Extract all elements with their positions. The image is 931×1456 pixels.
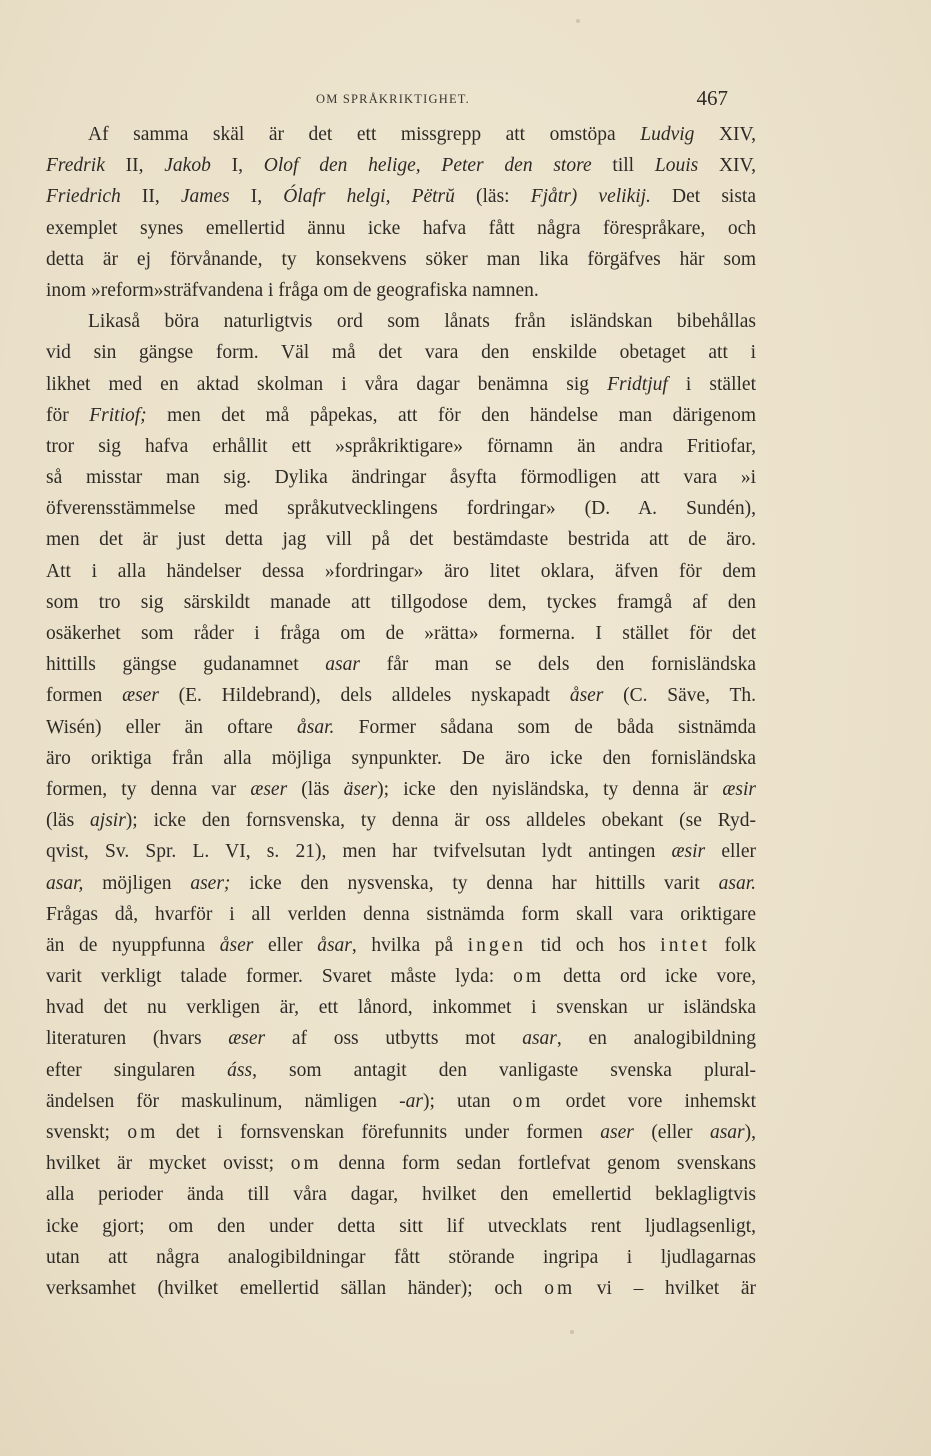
italic-text: æsir [671,841,706,863]
text-segment: detta är ej förvånande, ty konsekvens söker man lika förgäfves här som [46,248,756,270]
text-segment: ordet vore inhemskt [543,1090,757,1112]
text-segment: (eller [633,1122,710,1143]
italic-text: Olof den helige, Peter den store [263,155,592,177]
text-segment: eller [253,934,318,956]
text-segment: , som antagit den vanligaste svenska plural- [252,1059,757,1081]
text-segment: formen, ty denna var [46,778,251,800]
text-segment: eller [705,841,756,863]
text-segment: XIV, [698,155,756,177]
italic-text: Fjåtr) velikij. [530,186,651,208]
spaced-text: om [512,1090,544,1112]
italic-text: James [180,186,230,208]
text-line [46,1242,756,1273]
text-line [46,181,756,212]
spaced-text: om [513,966,545,988]
spaced-text: om [290,1153,322,1175]
text-segment: Af samma skäl är det ett missgrepp att omstöpa [88,124,641,145]
text-line [46,712,756,743]
text-line [46,462,756,493]
paper-stain [570,1330,574,1334]
text-line [46,992,756,1023]
text-segment: till [591,155,655,177]
text-segment: det i fornsvenskan förefunnits under formen [158,1122,601,1143]
italic-text: asar [709,1122,745,1143]
italic-text: Jakob [164,155,211,177]
italic-text: Fritiof; [89,404,147,426]
italic-text: äser [343,778,378,800]
text-segment: tid och hos [526,934,661,956]
text-segment: detta ord icke vore, [544,966,756,988]
text-segment: svenskt; [46,1122,128,1143]
text-line [46,275,756,306]
italic-text: aser [600,1122,634,1143]
text-segment: II, [104,155,165,177]
page-number: 467 [696,86,728,110]
italic-text: asar [325,654,360,676]
spaced-text: om [544,1277,576,1299]
italic-text: ajsir [90,810,126,832]
italic-text: asar, [46,872,84,894]
text-segment: för [46,404,90,426]
text-line [46,1086,756,1117]
text-segment: I, [229,186,284,208]
text-line [46,556,756,587]
text-segment: af oss utbytts mot [265,1028,523,1050]
text-segment: folk [709,934,756,956]
text-segment: ), [744,1122,756,1143]
text-segment: (läs [46,810,91,832]
text-segment: likhet med en aktad skolman i våra dagar benämna sig [46,373,608,395]
text-segment: än de nyuppfunna [46,934,220,956]
text-line [46,618,756,649]
text-segment: qvist, Sv. Spr. L. VI, s. 21), men har tvifvelsutan lydt antingen [46,841,672,863]
text-segment: verksamhet (hvilket emellertid sällan händer); och [46,1277,545,1299]
italic-text: Ludvig [640,124,695,145]
paper-stain [576,19,580,23]
text-segment: hvilket är mycket ovisst; [46,1153,291,1175]
text-segment: XIV, [694,124,756,145]
text-segment: exemplet synes emellertid ännu icke hafva fått några förespråkare, och [46,217,756,239]
text-line [46,150,756,181]
text-segment: alla perioder ända till våra dagar, hvilket den emellertid beklagligtvis [46,1184,756,1206]
text-segment: varit verkligt talade former. Svaret måste lyda: [46,966,514,988]
italic-text: åser [219,934,254,956]
text-segment: Likaså böra naturligtvis ord som lånats från isländskan bibehållas [88,311,756,333]
text-segment: får man se dels den fornisländska [359,654,757,676]
text-line [46,213,756,244]
text-segment: (C. Säve, Th. [603,685,756,707]
text-segment: I, [210,155,264,177]
text-line [46,774,756,805]
spaced-text: ingen [467,934,527,956]
text-line [46,680,756,711]
text-line [46,587,756,618]
text-segment: utan att några analogibildningar fått störande ingripa i ljudlagarnas [46,1246,756,1268]
text-segment: ändelsen för maskulinum, nämligen [46,1090,400,1112]
text-segment: (läs [287,778,344,800]
italic-text: åsar. [297,716,335,738]
text-line [46,899,756,930]
italic-text: æsir [722,778,757,800]
text-segment: (E. Hildebrand), dels alldeles nyskapadt [158,685,570,707]
italic-text: Louis [654,155,699,177]
text-segment: i stället [667,373,756,395]
text-line [46,1211,756,1242]
text-line [46,743,756,774]
text-segment: icke gjort; om den under detta sitt lif utvecklats rent ljudlagsenligt, [46,1215,756,1237]
text-line [46,1148,756,1179]
italic-text: Ólafr helgi, Pëtrŭ [283,186,455,208]
italic-text: æser [122,685,159,707]
text-segment: vi – hvilket är [575,1277,756,1299]
text-segment: formen [46,685,123,707]
text-segment: efter singularen [46,1059,228,1081]
text-line [46,119,756,150]
text-segment: inom »reform»sträfvandena i fråga om de geografiska namnen. [46,279,539,301]
italic-text: æser [250,778,288,800]
text-segment: som tro sig särskildt manade att tillgodose dem, tyckes framgå af den [46,591,756,613]
text-line [46,836,756,867]
text-line [46,306,756,337]
text-segment: II, [120,186,181,208]
text-segment: Att i alla händelser dessa »fordringar» äro litet oklara, äfven för dem [46,560,756,582]
text-segment: tror sig hafva erhållit ett »språkriktigare» förnamn än andra Fritiofar, [46,435,756,457]
text-segment: hvad det nu verkligen är, ett lånord, inkommet i svenskan ur isländska [46,997,756,1019]
italic-text: Fridtjuf [607,373,668,395]
spaced-text: intet [660,934,710,956]
text-segment: osäkerhet som råder i fråga om de »rätta» formerna. I stället för det [46,623,756,644]
text-line [46,369,756,400]
text-segment: men det må påpekas, att för den händelse man därigenom [146,404,756,426]
italic-text: aser; [190,872,231,894]
text-line [46,1117,756,1148]
text-line [46,244,756,275]
italic-text: æser [228,1028,266,1050]
text-segment: icke den nysvenska, ty denna har hittills varit [230,872,719,894]
text-segment: öfverensstämmelse med språkutvecklingens fordringar» (D. A. Sundén), [46,498,756,520]
text-line [46,805,756,836]
text-segment: hittills gängse gudanamnet [46,654,326,676]
text-segment: vid sin gängse form. Väl må det vara den enskilde obetaget att i [46,342,756,364]
text-segment: så misstar man sig. Dylika ändringar åsyfta förmodligen att vara »i [46,467,756,489]
text-line [46,1023,756,1054]
text-segment: men det är just detta jag vill på det bestämdaste bestrida att de äro. [46,529,756,551]
italic-text: åser [569,685,604,707]
text-line [46,961,756,992]
text-segment: literaturen (hvars [46,1028,229,1050]
spaced-text: om [127,1122,159,1143]
text-segment: (läs: [454,186,531,208]
text-line [46,524,756,555]
text-line [46,1055,756,1086]
text-segment: Former sådana som de båda sistnämda [334,716,757,738]
page-header [46,86,756,114]
text-line [46,431,756,462]
text-segment: Det sista [650,186,757,208]
text-segment: Wisén) eller än oftare [46,716,297,738]
italic-text: áss [227,1059,253,1081]
text-segment: ); icke den nyisländska, ty denna är [377,778,723,800]
body-text [46,119,756,1304]
text-segment: denna form sedan fortlefvat genom svenskans [321,1153,757,1175]
text-segment: , en analogibildning [556,1028,756,1050]
italic-text: åsar [317,934,352,956]
text-line [46,400,756,431]
text-segment: ); icke den fornsvenska, ty denna är oss alldeles obekant (se Ryd- [125,810,756,832]
text-line [46,1273,756,1304]
text-line [46,493,756,524]
italic-text: Friedrich [46,186,121,208]
text-segment: ); utan [422,1090,513,1112]
italic-text: Fredrik [46,155,105,177]
running-head: OM SPRÅKRIKTIGHET. [316,92,471,106]
text-line [46,868,756,899]
text-line [46,337,756,368]
text-line [46,1179,756,1210]
italic-text: asar. [718,872,757,894]
text-segment: äro oriktiga från alla möjliga synpunkter. De äro icke den fornisländska [46,747,756,769]
italic-text: -ar [399,1090,423,1112]
text-segment: , hvilka på [351,934,468,956]
italic-text: asar [522,1028,557,1050]
text-line [46,930,756,961]
text-line [46,649,756,680]
text-segment: Frågas då, hvarför i all verlden denna sistnämda form skall vara oriktigare [46,903,756,925]
text-segment: möjligen [83,872,191,894]
